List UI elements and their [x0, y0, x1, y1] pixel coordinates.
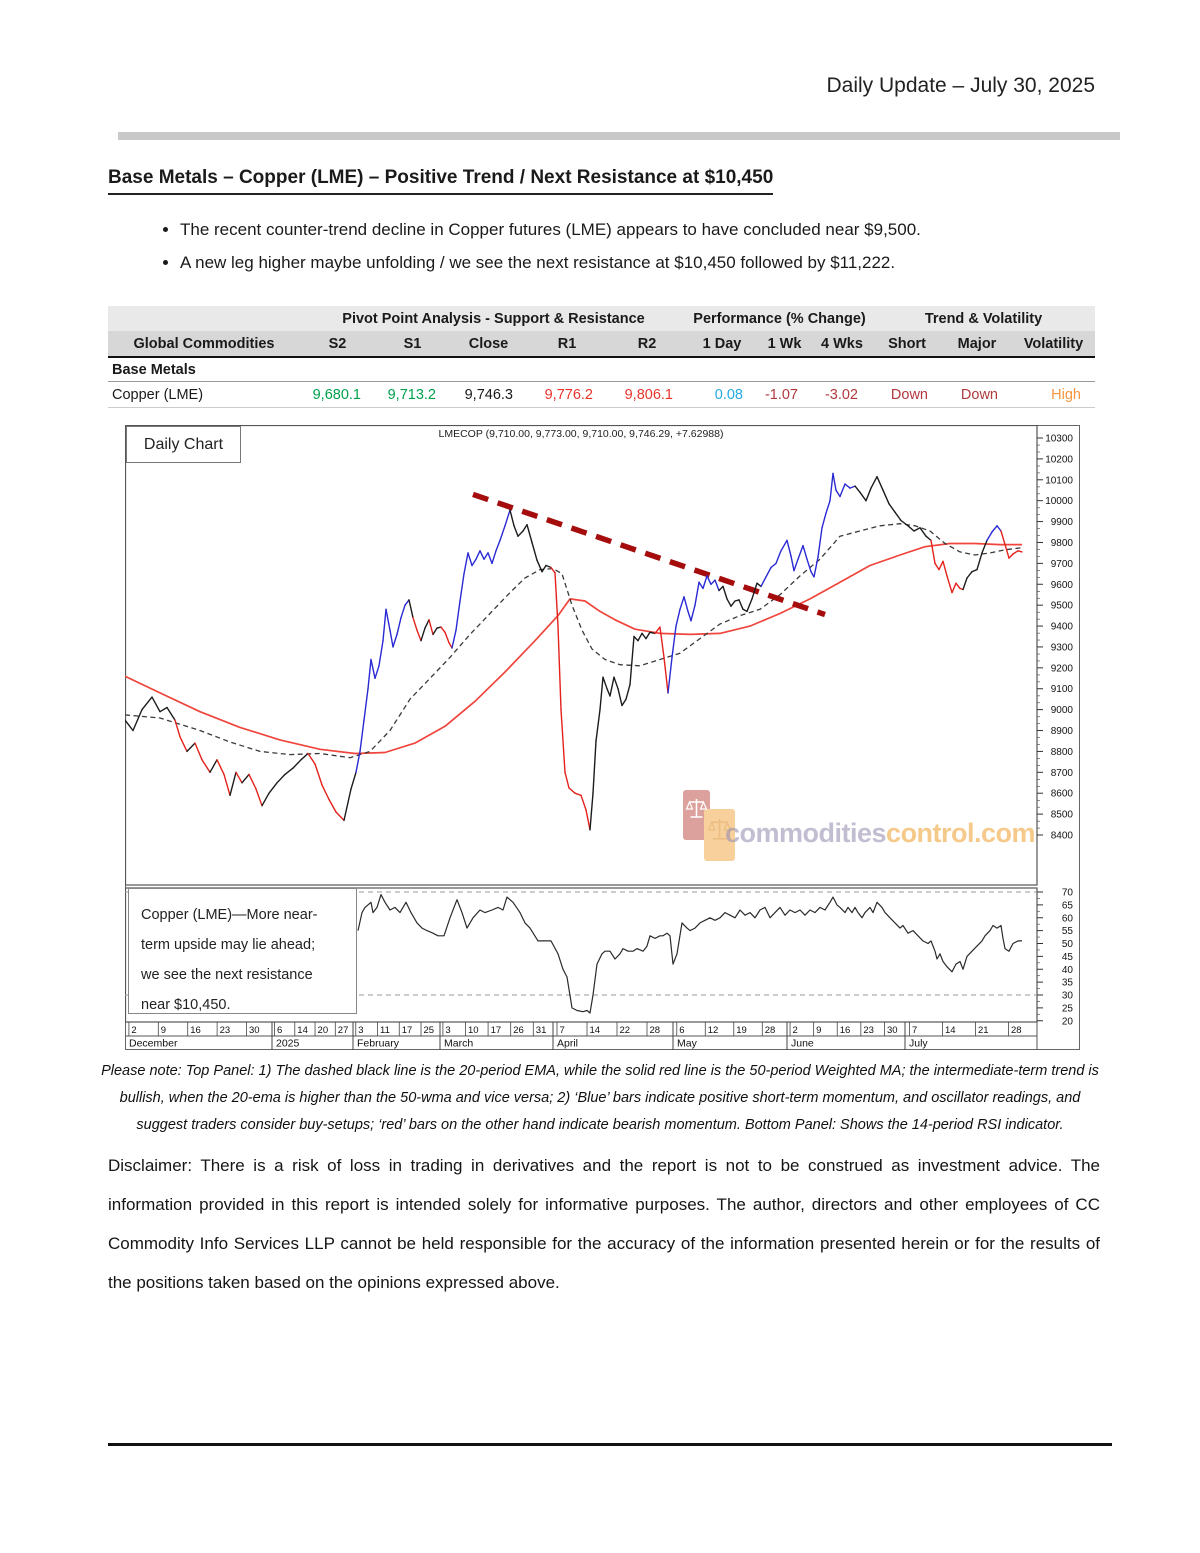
- svg-text:8500: 8500: [1050, 809, 1073, 821]
- table-row-copper: [108, 382, 1095, 408]
- svg-text:February: February: [357, 1037, 400, 1050]
- svg-text:65: 65: [1061, 900, 1073, 912]
- svg-text:28: 28: [1010, 1025, 1022, 1036]
- svg-text:30: 30: [1061, 990, 1073, 1002]
- svg-text:40: 40: [1061, 964, 1073, 976]
- value-4wks: -3.02: [824, 386, 858, 403]
- value-s2: 9,680.1: [312, 386, 361, 403]
- svg-text:16: 16: [839, 1025, 851, 1036]
- svg-text:9600: 9600: [1050, 579, 1073, 591]
- svg-text:25: 25: [1061, 1003, 1073, 1015]
- col-1day: 1 Day: [702, 335, 742, 352]
- svg-text:10200: 10200: [1045, 454, 1073, 466]
- svg-text:26: 26: [513, 1025, 524, 1036]
- group-header-performance: Performance (% Change): [693, 310, 866, 327]
- value-1wk: -1.07: [764, 386, 798, 403]
- col-s1: S1: [403, 335, 422, 352]
- svg-text:6: 6: [277, 1025, 283, 1036]
- annotation-line: we see the next resistance: [141, 967, 313, 983]
- svg-text:May: May: [677, 1037, 697, 1050]
- svg-text:17: 17: [490, 1025, 502, 1036]
- svg-text:23: 23: [219, 1025, 231, 1036]
- daily-chart: [125, 425, 1080, 1050]
- section-label: Base Metals: [112, 361, 196, 378]
- table-column-header-row: [108, 331, 1095, 358]
- svg-text:July: July: [909, 1037, 928, 1050]
- value-s1: 9,713.2: [387, 386, 436, 403]
- svg-text:10: 10: [467, 1025, 479, 1036]
- svg-text:14: 14: [944, 1025, 956, 1036]
- svg-text:14: 14: [297, 1025, 308, 1036]
- bullet-item: • The recent counter-trend decline in Copper futures (LME) appears to have concluded near $9,500.: [180, 220, 1170, 240]
- watermark-text: [725, 818, 1035, 849]
- col-s2: S2: [328, 335, 347, 352]
- svg-text:16: 16: [190, 1025, 201, 1036]
- footer-rule: [108, 1443, 1112, 1446]
- col-global-commodities: Global Commodities: [133, 335, 275, 352]
- svg-text:9200: 9200: [1050, 663, 1073, 675]
- svg-text:23: 23: [863, 1025, 874, 1036]
- chart-annotation-box: [128, 888, 357, 1014]
- rsi-line: [358, 895, 1022, 1013]
- daily-chart-label-box: [126, 426, 241, 463]
- svg-text:11: 11: [380, 1025, 390, 1036]
- svg-text:14: 14: [589, 1025, 601, 1036]
- svg-text:8900: 8900: [1050, 726, 1073, 738]
- value-1day: 0.08: [714, 386, 743, 403]
- svg-text:9800: 9800: [1050, 537, 1073, 549]
- svg-text:3: 3: [358, 1025, 364, 1036]
- annotation-line: Copper (LME)—More near-: [141, 907, 318, 923]
- svg-text:9: 9: [160, 1025, 167, 1036]
- svg-text:55: 55: [1061, 926, 1073, 938]
- table-section-row: [108, 358, 1095, 382]
- commodity-name: Copper (LME): [112, 386, 204, 403]
- trend-major: Down: [960, 386, 998, 403]
- wma50-line: [125, 544, 1022, 754]
- svg-text:12: 12: [707, 1025, 719, 1036]
- value-r2: 9,806.1: [624, 386, 673, 403]
- chart-title: LMECOP (9,710.00, 9,773.00, 9,710.00, 9,746.29, +7.62988): [438, 428, 724, 440]
- annotation-line: term upside may lie ahead;: [141, 937, 316, 953]
- svg-text:22: 22: [619, 1025, 631, 1036]
- svg-text:10000: 10000: [1045, 496, 1073, 508]
- resistance-trendline: [473, 494, 825, 614]
- svg-text:28: 28: [764, 1025, 776, 1036]
- svg-text:9700: 9700: [1050, 558, 1073, 570]
- col-1wk: 1 Wk: [767, 335, 802, 352]
- svg-text:25: 25: [423, 1025, 435, 1036]
- svg-text:10100: 10100: [1045, 475, 1073, 487]
- svg-text:45: 45: [1061, 951, 1073, 963]
- svg-text:60: 60: [1061, 913, 1073, 925]
- svg-text:9: 9: [816, 1025, 822, 1036]
- group-header-pivot: Pivot Point Analysis - Support & Resistance: [342, 310, 645, 327]
- svg-text:April: April: [557, 1037, 579, 1050]
- svg-text:7: 7: [911, 1025, 918, 1036]
- pivot-table: [108, 306, 1095, 408]
- group-header-trend: Trend & Volatility: [924, 310, 1043, 327]
- svg-text:20: 20: [317, 1025, 329, 1036]
- svg-text:50: 50: [1061, 939, 1073, 950]
- svg-text:9400: 9400: [1050, 621, 1073, 633]
- col-4wks: 4 Wks: [821, 335, 863, 352]
- svg-text:9500: 9500: [1050, 600, 1073, 612]
- svg-text:7: 7: [559, 1025, 565, 1036]
- svg-text:35: 35: [1061, 977, 1073, 989]
- col-volatility: Volatility: [1023, 335, 1084, 352]
- svg-text:21: 21: [977, 1025, 989, 1036]
- table-group-header-row: [108, 306, 1095, 331]
- svg-text:9000: 9000: [1050, 705, 1073, 717]
- svg-text:9100: 9100: [1050, 684, 1073, 696]
- col-r1: R1: [557, 335, 577, 352]
- svg-text:10300: 10300: [1045, 433, 1073, 445]
- header-date: Daily Update – July 30, 2025: [826, 74, 1095, 97]
- svg-text:8700: 8700: [1050, 767, 1073, 779]
- svg-text:70: 70: [1061, 887, 1073, 899]
- svg-text:8600: 8600: [1050, 788, 1073, 800]
- col-close: Close: [468, 335, 509, 352]
- watermark-commodities: commodities: [725, 818, 887, 848]
- svg-text:31: 31: [535, 1025, 547, 1036]
- col-major: Major: [957, 335, 997, 352]
- svg-text:8800: 8800: [1050, 746, 1073, 758]
- section-title: Base Metals – Copper (LME) – Positive Trend / Next Resistance at $10,450: [108, 167, 773, 195]
- svg-text:27: 27: [337, 1025, 349, 1036]
- svg-text:9900: 9900: [1050, 517, 1073, 529]
- svg-text:3: 3: [445, 1025, 451, 1036]
- svg-text:30: 30: [886, 1025, 898, 1036]
- svg-text:March: March: [444, 1037, 474, 1050]
- col-short: Short: [888, 335, 926, 352]
- svg-text:6: 6: [679, 1025, 685, 1036]
- svg-text:19: 19: [736, 1025, 747, 1036]
- disclaimer-text: Disclaimer: There is a risk of loss in trading in derivatives and the report is not to be construed as investment advice. The information provided in this report is intended solely for informative purposes. The author, directors and other employees of CC Commodity Info Services LLP cannot be held responsible for the accuracy of the information presented herein or for the results of the positions taken based on the opinions expressed above.: [108, 1156, 1100, 1292]
- svg-text:28: 28: [649, 1025, 661, 1036]
- bullet-item: • A new leg higher maybe unfolding / we see the next resistance at $10,450 followed by $11,222.: [180, 253, 1170, 273]
- svg-text:17: 17: [401, 1025, 413, 1036]
- svg-text:30: 30: [249, 1025, 260, 1036]
- value-close: 9,746.3: [464, 386, 513, 403]
- value-r1: 9,776.2: [544, 386, 593, 403]
- trend-short: Down: [890, 386, 928, 403]
- svg-text:2025: 2025: [276, 1037, 300, 1050]
- svg-text:8400: 8400: [1050, 830, 1073, 842]
- chart-note: Please note: Top Panel: 1) The dashed black line is the 20-period EMA, while the solid red line is the 50-period Weighted MA; the intermediate-term trend is bullish, when the 20-ema is higher than the 50-wma and vice versa; 2) ‘Blue’ bars indicate positive short-term momentum, and oscillator readings, and suggest traders consider buy-setups; ‘red’ bars on the other hand indicate bearish momentum. Bottom Panel: Shows the 14-period RSI indicator.: [101, 1063, 1099, 1133]
- header-divider-bar: [118, 132, 1120, 140]
- svg-text:20: 20: [1061, 1016, 1073, 1028]
- svg-text:9300: 9300: [1050, 642, 1073, 654]
- svg-text:2: 2: [792, 1025, 798, 1036]
- bullet-list: [108, 220, 1170, 286]
- svg-text:2: 2: [131, 1025, 137, 1036]
- volatility-badge: High: [1051, 386, 1081, 403]
- annotation-line: near $10,450.: [141, 997, 231, 1013]
- svg-text:June: June: [791, 1037, 814, 1050]
- svg-text:December: December: [129, 1037, 178, 1050]
- daily-chart-label: Daily Chart: [143, 435, 224, 453]
- watermark-control: control.com: [886, 818, 1036, 848]
- col-r2: R2: [637, 335, 657, 352]
